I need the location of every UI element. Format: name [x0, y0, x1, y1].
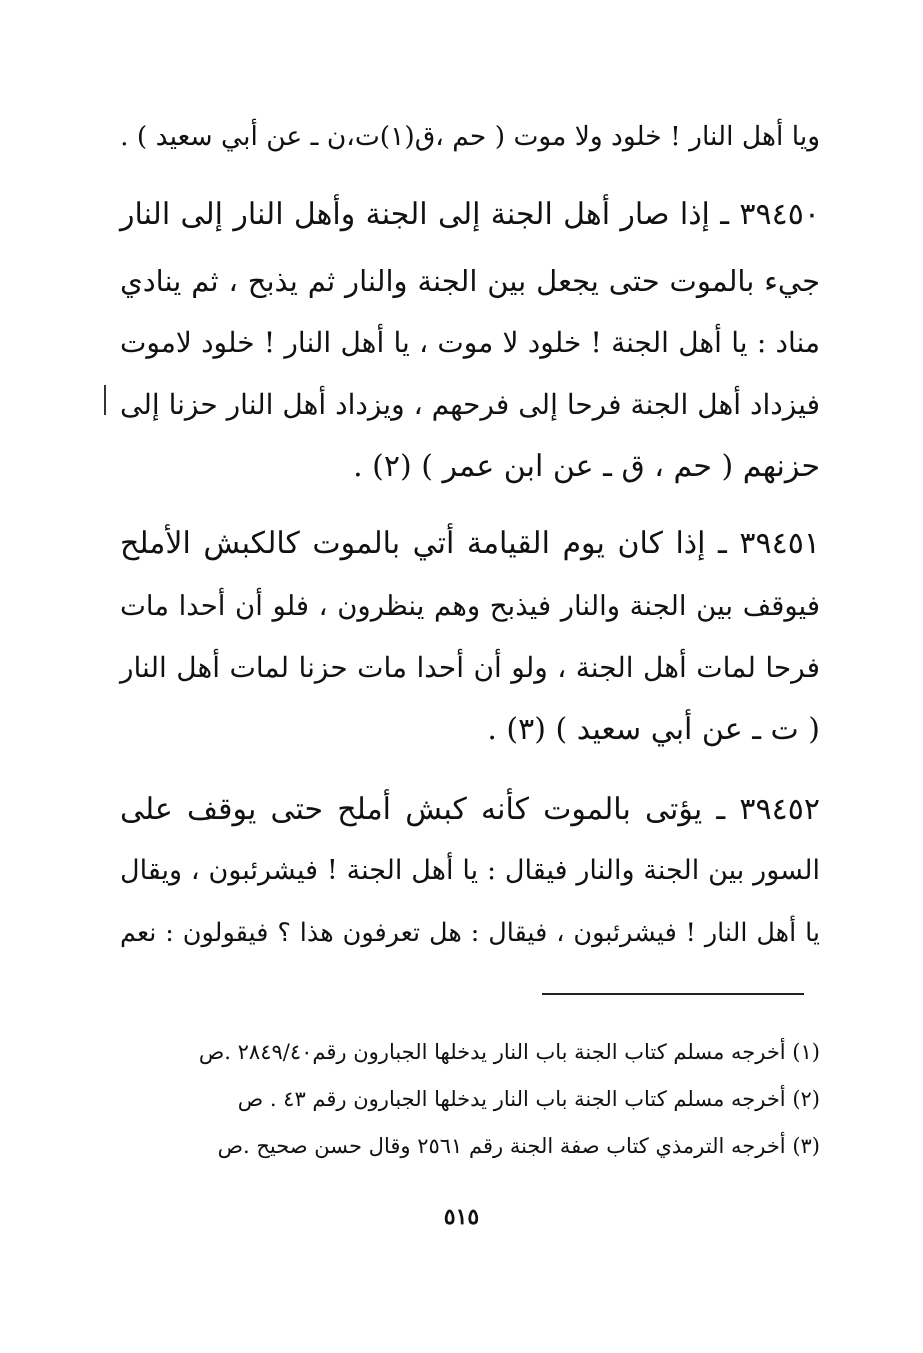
- hadith-39451-line-4: ( ت ـ عن أبي سعيد ) (٣) .: [487, 712, 820, 747]
- hadith-39450-line-5: حزنهم ( حم ، ق ـ عن ابن عمر ) (٢) .: [353, 449, 820, 484]
- page-number: ٥١٥: [443, 1204, 480, 1230]
- footnote-2: (٢) أخرجه مسلم كتاب الجنة باب النار يدخلها الجبارون رقم ٤٣ . ص: [237, 1087, 820, 1111]
- hadith-39451-line-3: فرحا لمات أهل الجنة ، ولو أن أحدا مات حزنا لمات أهل النار: [120, 651, 820, 684]
- hadith-39450-line-1: ٣٩٤٥٠ ـ إذا صار أهل الجنة إلى الجنة وأهل النار إلى النار: [120, 197, 820, 232]
- hadith-39452-line-1: ٣٩٤٥٢ ـ يؤتى بالموت كأنه كبش أملح حتى يوقف على: [120, 792, 820, 827]
- hadith-39450-line-3: مناد : يا أهل الجنة ! خلود لا موت ، يا أهل النار ! خلود لاموت: [120, 326, 820, 359]
- text-line-1: ويا أهل النار ! خلود ولا موت ( حم ،ق(١)ت،ن ـ عن أبي سعيد ) .: [120, 121, 820, 152]
- footnote-separator: [542, 993, 804, 995]
- hadith-39452-line-2: السور بين الجنة والنار فيقال : يا أهل الجنة ! فيشرئبون ، ويقال: [120, 855, 820, 886]
- hadith-39451-line-2: فيوقف بين الجنة والنار فيذبح وهم ينظرون ، فلو أن أحدا مات: [120, 590, 820, 622]
- hadith-39450-line-4: فيزداد أهل الجنة فرحا إلى فرحهم ، ويزداد أهل النار حزنا إلى: [120, 388, 820, 421]
- margin-mark: [104, 385, 106, 415]
- hadith-39452-line-3: يا أهل النار ! فيشرئبون ، فيقال : هل تعرفون هذا ؟ فيقولون : نعم: [120, 918, 820, 948]
- hadith-39451-line-1: ٣٩٤٥١ ـ إذا كان يوم القيامة أتي بالموت كالكبش الأملح: [120, 526, 820, 561]
- hadith-39450-line-2: جيء بالموت حتى يجعل بين الجنة والنار ثم يذبح ، ثم ينادي: [120, 264, 820, 298]
- footnote-3: (٣) أخرجه الترمذي كتاب صفة الجنة رقم ٢٥٦١ وقال حسن صحيح .ص: [217, 1134, 820, 1158]
- footnote-1: (١) أخرجه مسلم كتاب الجنة باب النار يدخلها الجبارون رقم٢٨٤٩/٤٠ .ص: [198, 1040, 820, 1064]
